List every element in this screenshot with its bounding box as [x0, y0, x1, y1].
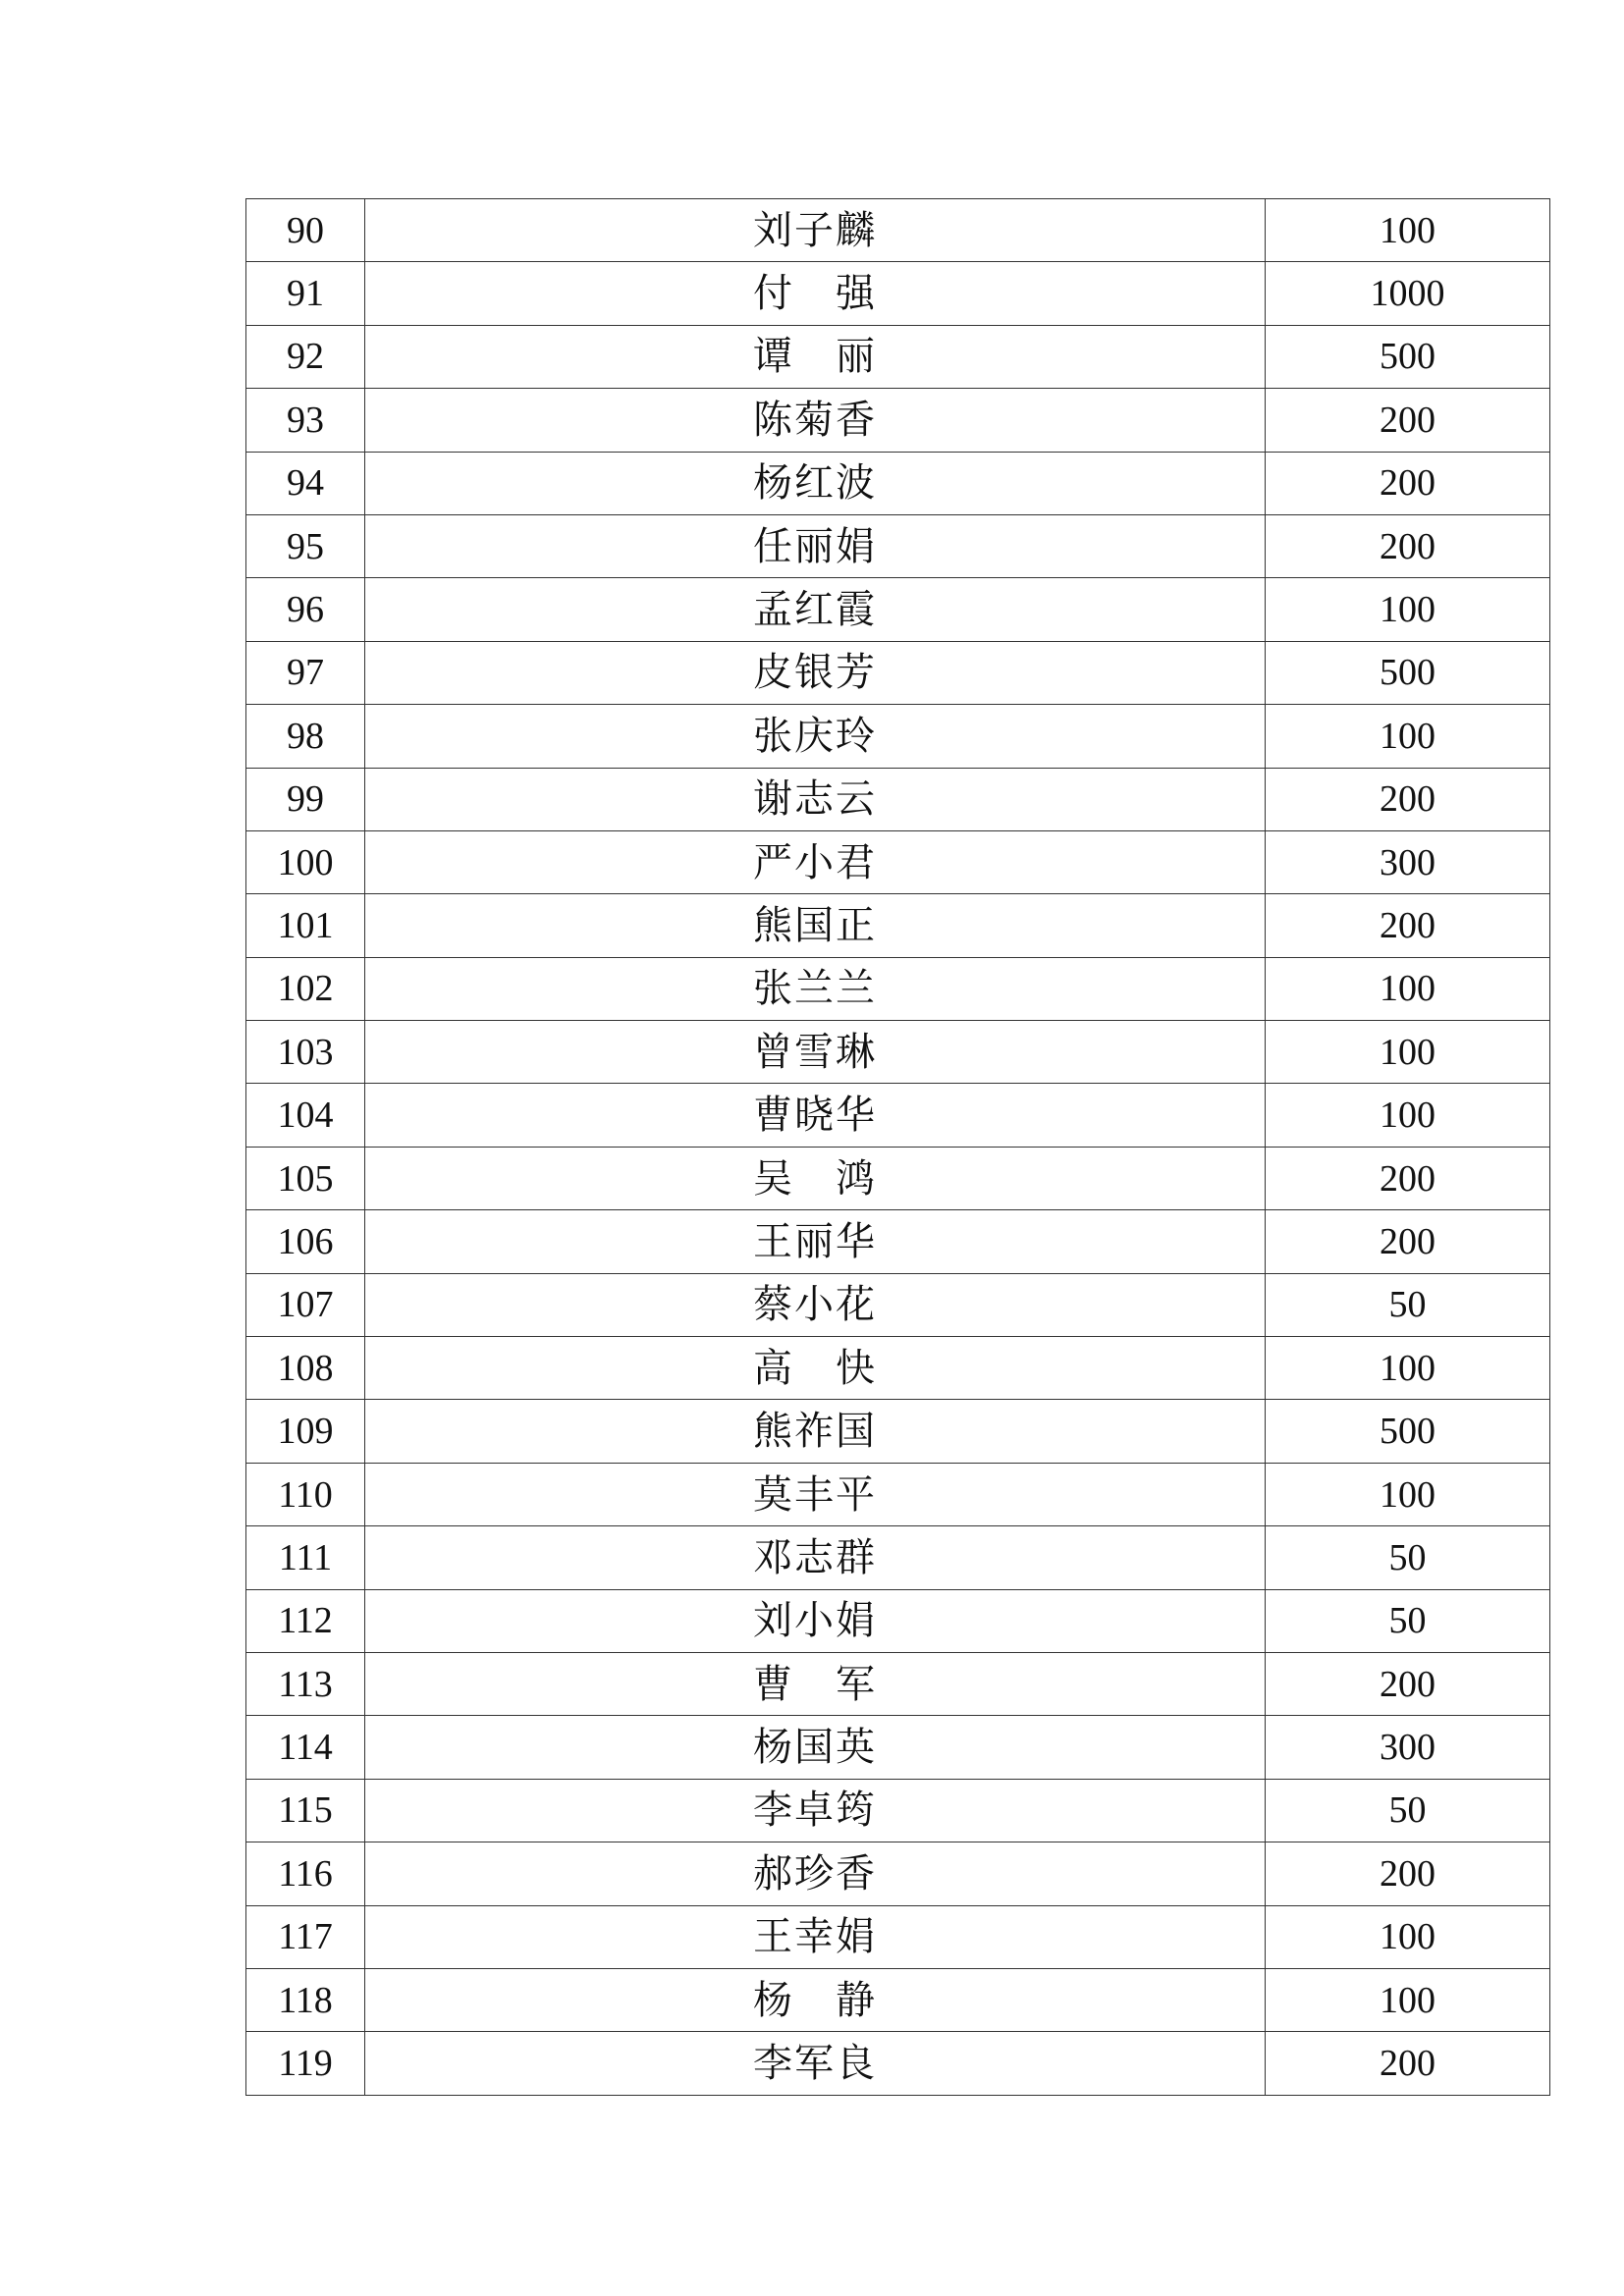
table-body	[246, 199, 1550, 2096]
donor-name-cell: 张兰兰	[365, 957, 1266, 1020]
amount-cell: 50	[1266, 1589, 1550, 1652]
amount-cell: 200	[1266, 768, 1550, 830]
table-row	[246, 325, 1550, 388]
table-row	[246, 957, 1550, 1020]
table-row	[246, 199, 1550, 262]
row-number-cell: 101	[246, 894, 365, 957]
table-row	[246, 452, 1550, 514]
amount-cell: 300	[1266, 1716, 1550, 1779]
amount-cell: 100	[1266, 957, 1550, 1020]
donation-table	[245, 198, 1550, 2096]
row-number-cell: 107	[246, 1273, 365, 1336]
amount-cell: 100	[1266, 1463, 1550, 1525]
donor-name-cell: 曹 军	[365, 1652, 1266, 1715]
row-number-cell: 113	[246, 1652, 365, 1715]
row-number-cell: 95	[246, 514, 365, 577]
amount-cell: 100	[1266, 1905, 1550, 1968]
donor-name-cell: 杨红波	[365, 452, 1266, 514]
amount-cell: 200	[1266, 1652, 1550, 1715]
table-row	[246, 1779, 1550, 1842]
table-row	[246, 514, 1550, 577]
table-row	[246, 1210, 1550, 1273]
row-number-cell: 118	[246, 1968, 365, 2031]
row-number-cell: 115	[246, 1779, 365, 1842]
row-number-cell: 114	[246, 1716, 365, 1779]
amount-cell: 50	[1266, 1273, 1550, 1336]
table-row	[246, 1273, 1550, 1336]
table-row	[246, 894, 1550, 957]
table-row	[246, 1968, 1550, 2031]
donor-name-cell: 谢志云	[365, 768, 1266, 830]
row-number-cell: 103	[246, 1021, 365, 1084]
donor-name-cell: 王丽华	[365, 1210, 1266, 1273]
row-number-cell: 100	[246, 830, 365, 893]
table-row	[246, 1716, 1550, 1779]
donor-name-cell: 孟红霞	[365, 578, 1266, 641]
amount-cell: 200	[1266, 452, 1550, 514]
amount-cell: 100	[1266, 199, 1550, 262]
amount-cell: 100	[1266, 1084, 1550, 1147]
table-row	[246, 830, 1550, 893]
donor-name-cell: 付 强	[365, 262, 1266, 325]
row-number-cell: 90	[246, 199, 365, 262]
table-row	[246, 262, 1550, 325]
table-row	[246, 2032, 1550, 2095]
amount-cell: 200	[1266, 2032, 1550, 2095]
row-number-cell: 106	[246, 1210, 365, 1273]
table-row	[246, 1021, 1550, 1084]
amount-cell: 500	[1266, 1400, 1550, 1463]
donor-name-cell: 杨 静	[365, 1968, 1266, 2031]
table-row	[246, 1147, 1550, 1209]
row-number-cell: 117	[246, 1905, 365, 1968]
donor-name-cell: 郝珍香	[365, 1842, 1266, 1905]
donor-name-cell: 吴 鸿	[365, 1147, 1266, 1209]
table-row	[246, 1337, 1550, 1400]
amount-cell: 50	[1266, 1779, 1550, 1842]
table-row	[246, 1589, 1550, 1652]
donor-name-cell: 曹晓华	[365, 1084, 1266, 1147]
amount-cell: 100	[1266, 705, 1550, 768]
table-row	[246, 389, 1550, 452]
row-number-cell: 98	[246, 705, 365, 768]
row-number-cell: 111	[246, 1526, 365, 1589]
donor-name-cell: 刘子麟	[365, 199, 1266, 262]
donor-name-cell: 李军良	[365, 2032, 1266, 2095]
donor-name-cell: 谭 丽	[365, 325, 1266, 388]
table-row	[246, 1400, 1550, 1463]
donor-name-cell: 熊国正	[365, 894, 1266, 957]
row-number-cell: 92	[246, 325, 365, 388]
donor-name-cell: 皮银芳	[365, 641, 1266, 704]
amount-cell: 100	[1266, 1337, 1550, 1400]
row-number-cell: 108	[246, 1337, 365, 1400]
donor-name-cell: 陈菊香	[365, 389, 1266, 452]
row-number-cell: 99	[246, 768, 365, 830]
amount-cell: 100	[1266, 1021, 1550, 1084]
row-number-cell: 94	[246, 452, 365, 514]
donor-name-cell: 高 快	[365, 1337, 1266, 1400]
amount-cell: 200	[1266, 894, 1550, 957]
amount-cell: 100	[1266, 1968, 1550, 2031]
amount-cell: 200	[1266, 1147, 1550, 1209]
table-row	[246, 1084, 1550, 1147]
row-number-cell: 109	[246, 1400, 365, 1463]
table-row	[246, 768, 1550, 830]
row-number-cell: 96	[246, 578, 365, 641]
amount-cell: 300	[1266, 830, 1550, 893]
table-row	[246, 1526, 1550, 1589]
amount-cell: 50	[1266, 1526, 1550, 1589]
table-row	[246, 1652, 1550, 1715]
donor-name-cell: 莫丰平	[365, 1463, 1266, 1525]
table-row	[246, 1842, 1550, 1905]
donor-name-cell: 邓志群	[365, 1526, 1266, 1589]
amount-cell: 200	[1266, 1210, 1550, 1273]
table-row	[246, 705, 1550, 768]
donor-name-cell: 王幸娟	[365, 1905, 1266, 1968]
table-row	[246, 641, 1550, 704]
table-row	[246, 1463, 1550, 1525]
donor-name-cell: 蔡小花	[365, 1273, 1266, 1336]
donor-name-cell: 任丽娟	[365, 514, 1266, 577]
amount-cell: 200	[1266, 1842, 1550, 1905]
row-number-cell: 97	[246, 641, 365, 704]
table-row	[246, 578, 1550, 641]
amount-cell: 100	[1266, 578, 1550, 641]
row-number-cell: 102	[246, 957, 365, 1020]
row-number-cell: 91	[246, 262, 365, 325]
row-number-cell: 110	[246, 1463, 365, 1525]
table-row	[246, 1905, 1550, 1968]
amount-cell: 200	[1266, 514, 1550, 577]
donor-name-cell: 张庆玲	[365, 705, 1266, 768]
donor-name-cell: 李卓筠	[365, 1779, 1266, 1842]
donor-name-cell: 刘小娟	[365, 1589, 1266, 1652]
donor-name-cell: 严小君	[365, 830, 1266, 893]
donor-name-cell: 杨国英	[365, 1716, 1266, 1779]
row-number-cell: 93	[246, 389, 365, 452]
row-number-cell: 112	[246, 1589, 365, 1652]
amount-cell: 200	[1266, 389, 1550, 452]
amount-cell: 1000	[1266, 262, 1550, 325]
row-number-cell: 105	[246, 1147, 365, 1209]
donor-name-cell: 熊祚国	[365, 1400, 1266, 1463]
amount-cell: 500	[1266, 641, 1550, 704]
amount-cell: 500	[1266, 325, 1550, 388]
row-number-cell: 104	[246, 1084, 365, 1147]
row-number-cell: 116	[246, 1842, 365, 1905]
donor-name-cell: 曾雪琳	[365, 1021, 1266, 1084]
row-number-cell: 119	[246, 2032, 365, 2095]
